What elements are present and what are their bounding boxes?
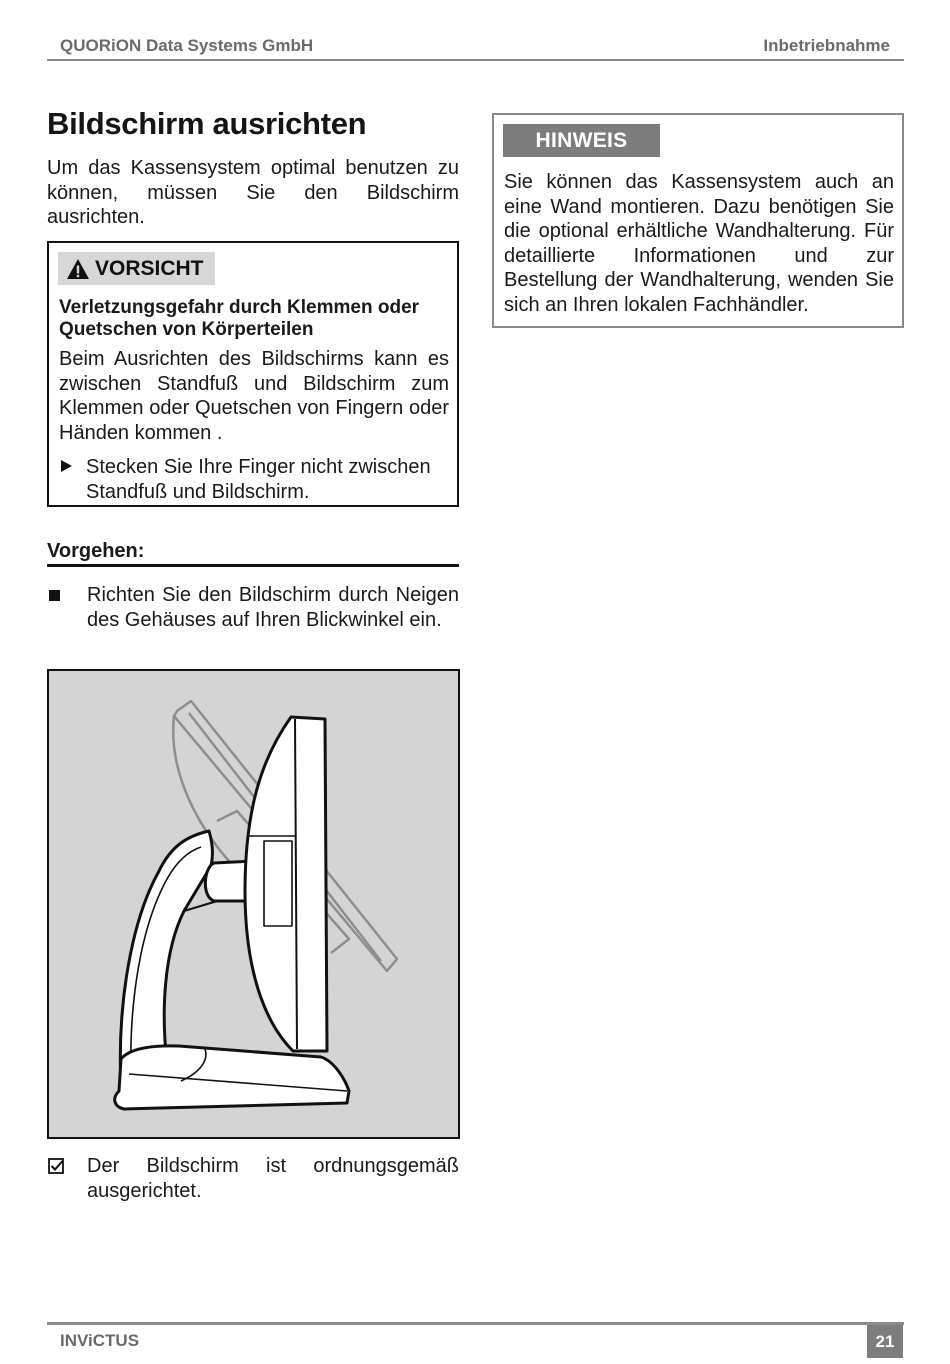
square-bullet-icon <box>49 590 60 601</box>
caution-badge <box>58 252 215 285</box>
procedure-heading: Vorgehen: <box>47 540 145 562</box>
checkbox-checked-icon <box>48 1158 64 1174</box>
caution-heading: Verletzungsgefahr durch Klemmen oder Quetschen von Körperteilen <box>59 297 420 340</box>
caution-box <box>47 241 459 507</box>
page-number: 21 <box>867 1325 903 1358</box>
caution-step <box>59 455 449 504</box>
header-company: QUORiON Data Systems GmbH <box>60 36 314 55</box>
header-divider <box>47 59 904 61</box>
procedure-divider <box>47 564 459 567</box>
procedure-step: Richten Sie den Bildschirm durch Neigen des Gehäuses auf Ihren Blickwinkel ein. <box>87 584 459 631</box>
stand-base <box>115 1046 349 1109</box>
caution-step-text: Stecken Sie Ihre Finger nicht zwischen Standfuß und Bildschirm. <box>86 456 431 503</box>
arrow-right-icon <box>61 460 72 472</box>
note-box <box>492 113 904 328</box>
monitor-tilt-illustration <box>47 669 460 1139</box>
procedure-result: Der Bildschirm ist ordnungsgemäß ausgerichtet. <box>87 1155 459 1202</box>
monitor-drawing <box>49 671 458 1137</box>
footer-product: INViCTUS <box>60 1331 140 1350</box>
note-badge <box>503 124 660 157</box>
note-body: Sie können das Kassensystem auch an eine Wand montieren. Dazu benötigen Sie die optional erhältliche Wandhalterung. Für detaillierte Informationen und zur Bestellung der Wandhalterung, wenden Sie sich an Ihren lokalen Fachhändler. <box>504 171 894 316</box>
intro-paragraph: Um das Kassensystem optimal benutzen zu können, müssen Sie den Bildschirm ausrichten. <box>47 157 459 228</box>
caution-body: Beim Ausrichten des Bildschirms kann es zwischen Standfuß und Bildschirm zum Klemmen oder Quetschen von Fingern oder Händen kommen . <box>59 348 449 444</box>
page-title: Bildschirm ausrichten <box>47 106 367 141</box>
note-label: HINWEIS <box>535 128 628 152</box>
upright-monitor <box>245 717 327 1051</box>
header-section: Inbetriebnahme <box>763 36 890 55</box>
footer-divider <box>47 1322 904 1325</box>
warning-triangle-icon <box>66 258 90 280</box>
caution-label: VORSICHT <box>95 256 204 280</box>
